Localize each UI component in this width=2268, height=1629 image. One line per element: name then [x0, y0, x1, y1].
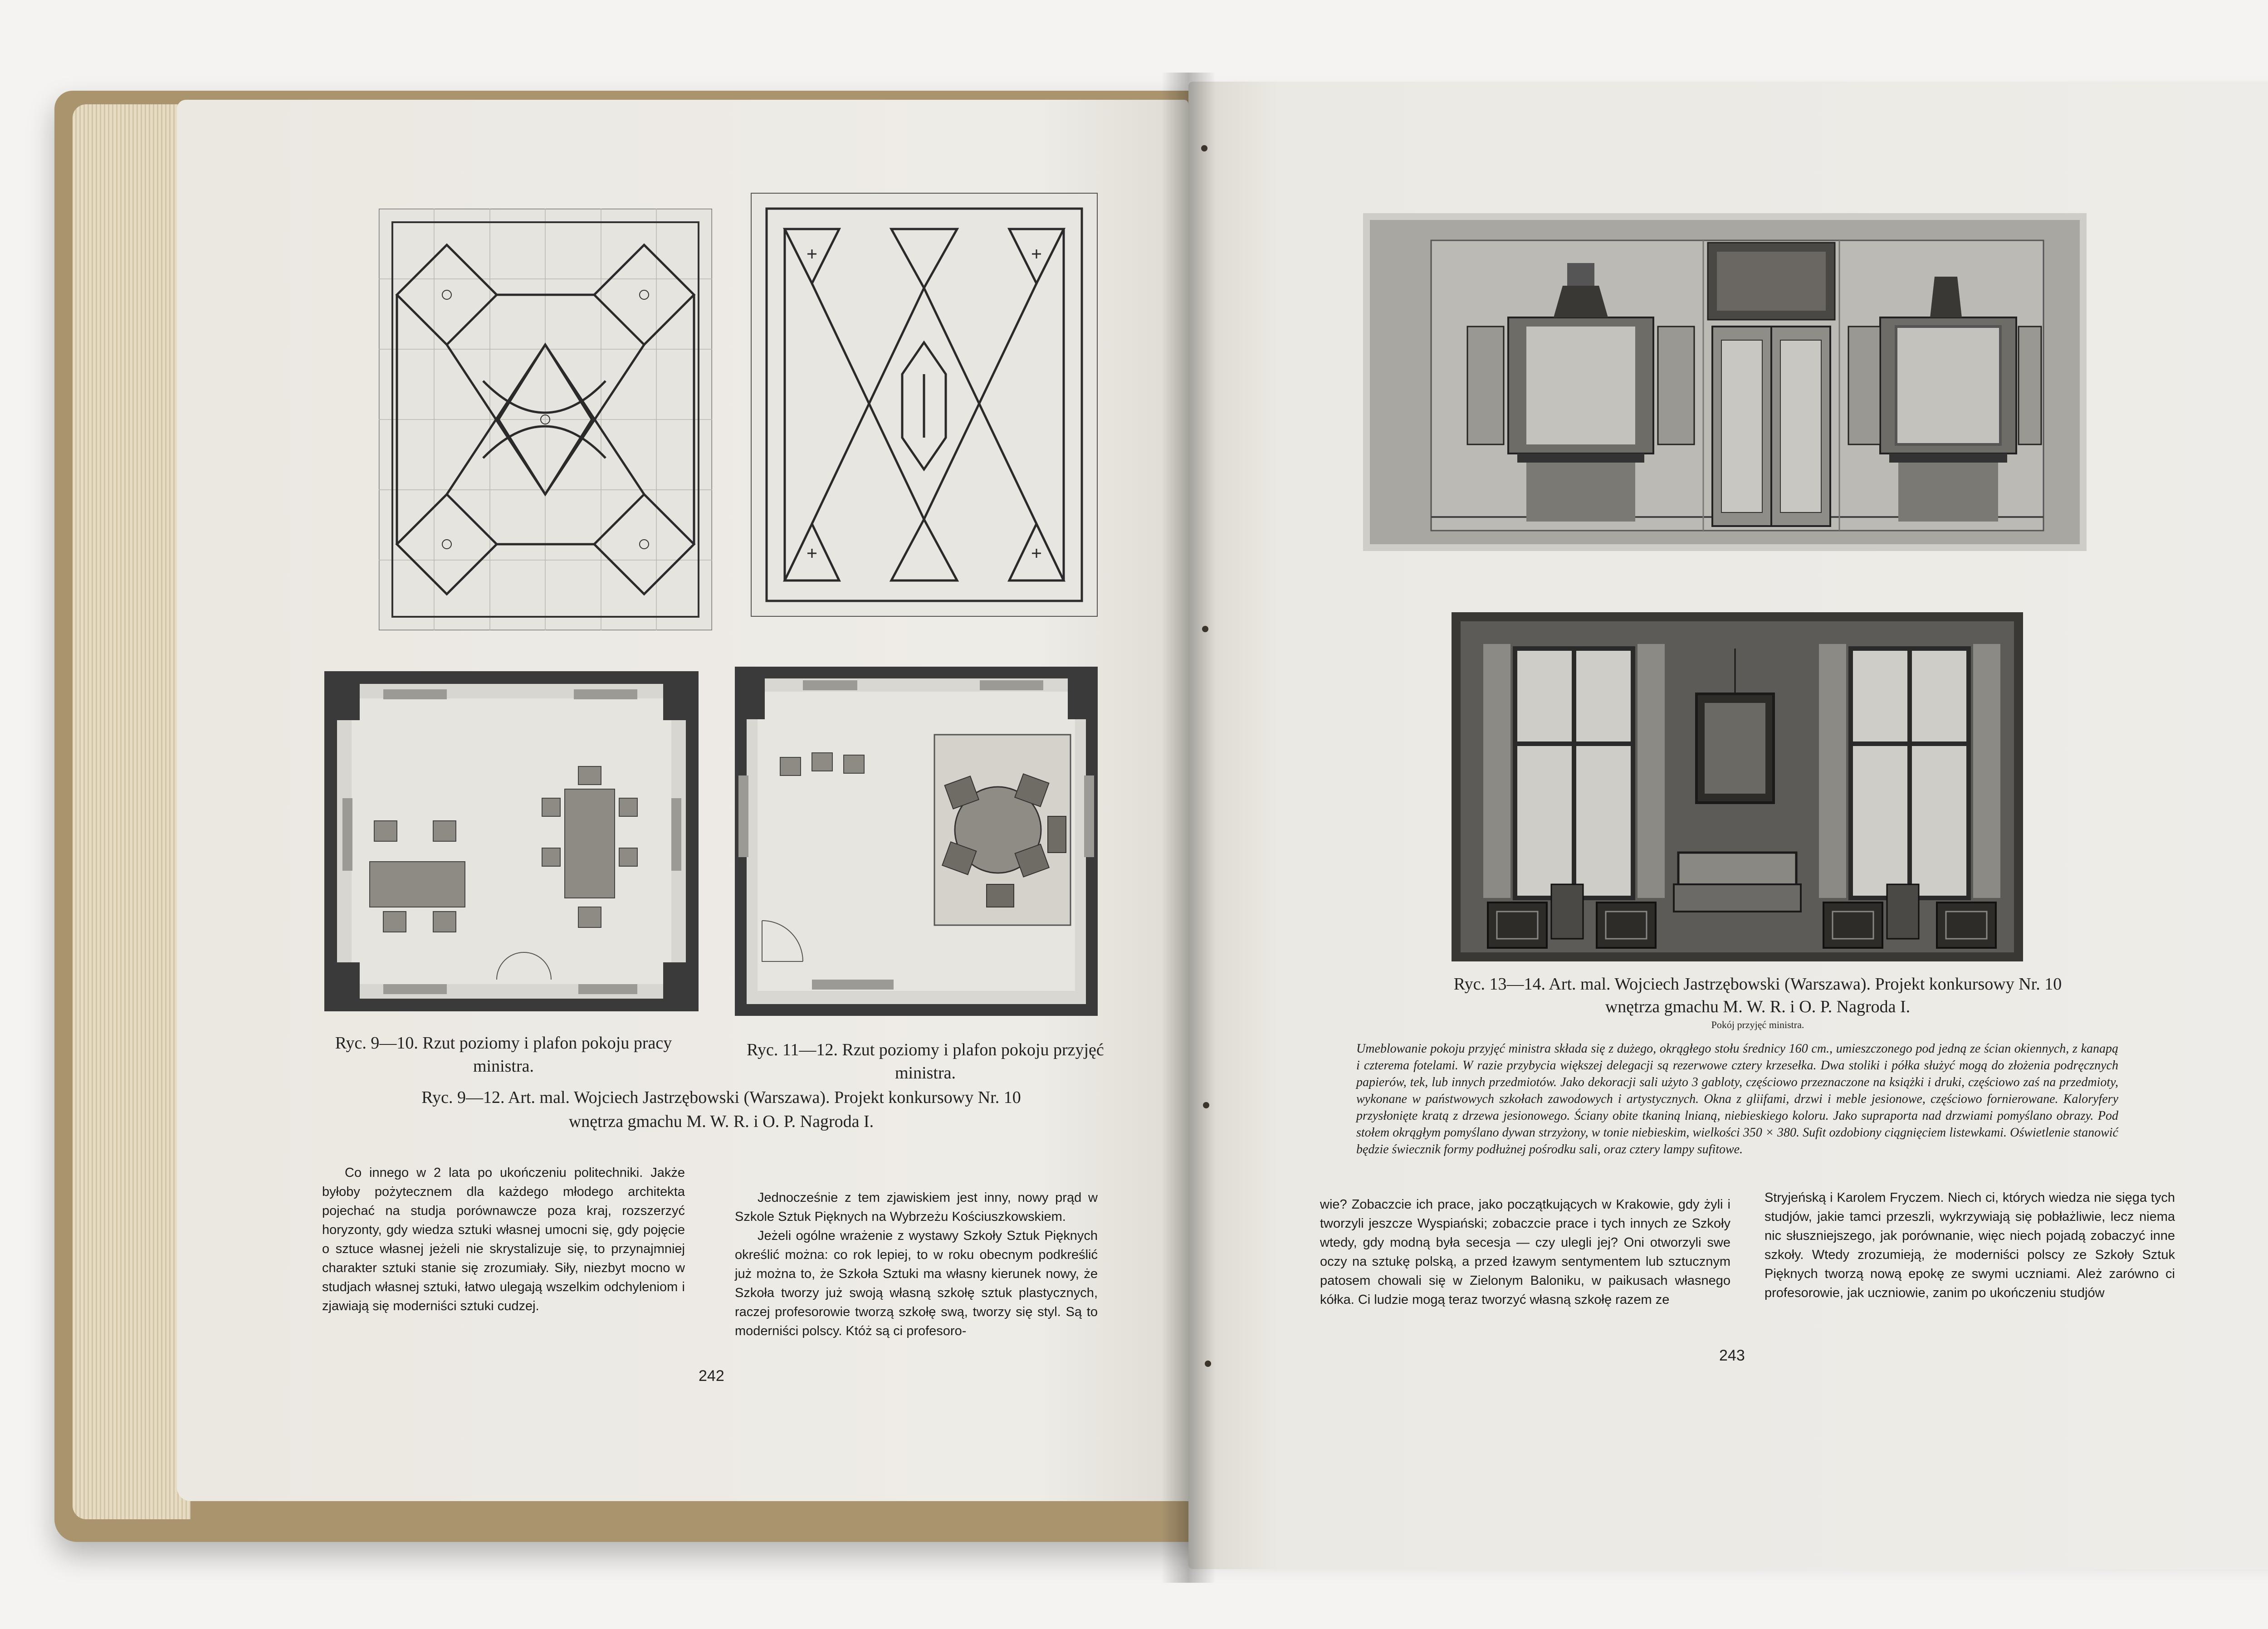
plate-ceiling-plan-2 [751, 193, 1098, 617]
left-col2-para-1: Jednocześnie z tem zjawiskiem jest inny, nowy prąd w Szkole Sztuk Pięknych na Wybrzeżu Kościuszkowskiem. [735, 1190, 1098, 1224]
right-page-column-1 [1320, 1195, 1730, 1309]
caption-credit-line-1: Ryc. 9—12. Art. mal. Wojciech Jastrzębowski (Warszawa). Projekt konkursowy Nr. 10 [421, 1088, 1021, 1107]
page-number-left: 242 [699, 1367, 724, 1385]
caption-credit-line-2: wnętrza gmachu M. W. R. i O. P. Nagroda I. [568, 1112, 874, 1131]
binding-stitch [1205, 1361, 1211, 1367]
right-page-column-2 [1765, 1188, 2175, 1302]
page-number-right: 243 [1719, 1347, 1745, 1364]
description-italic: Umeblowanie pokoju przyjęć ministra składa się z dużego, okrągłego stołu średnicy 160 cm., umieszczonego pod jedną ze ścian okiennych, z kanapą i czterema fotelami. W razie przybycia większej delegacji są rezerwowe cztery krzesełka. Dwa stoliki i półka służyć mogą do złożenia podręcznych papierów, tek, lub innych przedmiotów. Jako dekoracji sali użyto 3 gabloty, częściowo przeznaczone na książki i druki, częściowo zaś na przedmioty, wykonane w państwowych szkołach zawodowych i artystycznych. Okna z gliifami, drzwi i meble jesionowe, częściowo fornierowane. Kaloryfery przysłonięte kratą z drzewa jesionowego. Ściany obite tkaniną lnianą, niebieskiego koloru. Jako supraporta nad drzwiami pomyślano obrazy. Pod stołem okrągłym pomyślano dywan strzyżony, w tonie niebieskim, wielkości 350 × 380. Sufit ozdobiony ciągnięciem listewkami. Oświetlenie stanowić będzie świecznik formy podłużnej pośrodku sali, oraz cztery lampy sufitowe. [1356, 1042, 2118, 1156]
plate-wall-elevation-windows [1452, 612, 2023, 961]
left-page-column-2 [735, 1188, 1098, 1341]
plate-wall-elevation-cabinets [1363, 213, 2087, 551]
page-edges-left [73, 104, 191, 1519]
left-page-column-1 [322, 1163, 685, 1316]
right-col1-text: wie? Zobaczcie ich prace, jako początkujących w Krakowie, gdy żyli i tworzyli jeszcze Wyspiański; zobaczcie prace i tych innych ze Szkoły wtedy, gdy modną była secesja — czy ulegli jej? Oni otworzyli swe oczy na sztukę polską, a przed łzawym sentymentem lub sztucznym patosem chowali się w Zielonym Baloniku, w paikusach własnego kółka. Ci ludzie mogą teraz tworzyć własną szkołę razem ze [1320, 1197, 1730, 1307]
binding-stitch [1201, 145, 1207, 151]
left-page [177, 100, 1188, 1501]
plate-floor-plan-study [324, 671, 699, 1011]
left-col2-para-2: Jeżeli ogólne wrażenie z wystawy Szkoły Sztuk Pięknych określić można: co rok lepiej, to w roku obecnym podkreślić już można to, że Szkoła Sztuki ma własny kierunek nowy, że Szkoła tworzy już swoją własną szkołę sztuk plastycznych, raczej profesorowie tworzą szkołę swą, tworzy się styl. Są to moderniści polscy. Któż są ci profesoro- [735, 1229, 1098, 1339]
left-col1-text: Co innego w 2 lata po ukończeniu politechniki. Jakże byłoby pożytecznem dla każdego młodego architekta pojechać na studja porównawcze poza kraj, rozszerzyć horyzonty, gdy wiedza sztuki własnej umocni się, gdy pojęcie o sztuce własnej jeżeli nie skrystalizuje się, to przynajmniej charakter sztuki stanie się zrozumiały. Siły, niezbyt mocno w studjach własnej sztuki, łatwo ulegają wszelkim odchyleniom i zjawiają się moderniści sztuki cudzej. [322, 1166, 685, 1314]
right-col2-text: Stryjeńską i Karolem Fryczem. Niech ci, których wiedza nie sięga tych studjów, jakie tamci przeszli, wykrzywiają się pobłażliwie, lecz niema nic słuszniejszego, jak porównanie, więc niech pojadą zobaczyć inne szkoły. Wtedy zrozumieją, że moderniści polscy ze Szkoły Sztuk Pięknych tworzą nową epokę ze swymi uczniami. Ależ zarówno ci profesorowie, jak uczniowie, zanim po ukończeniu studjów [1765, 1190, 2175, 1301]
binding-stitch [1202, 626, 1208, 632]
right-page [1188, 82, 2268, 1569]
plate-ceiling-plan-1 [379, 209, 712, 630]
binding-stitch [1203, 1102, 1209, 1108]
book-gutter [1161, 73, 1216, 1583]
caption-fig-9-10: Ryc. 9—10. Rzut poziomy i plafon pokoju pracy ministra. [335, 1034, 672, 1076]
caption-fig-13-14-sub: Pokój przyjęć ministra. [1711, 1019, 1804, 1030]
plate-floor-plan-reception [735, 667, 1098, 1016]
caption-fig-11-12: Ryc. 11—12. Rzut poziomy i plafon pokoju przyjęć ministra. [747, 1040, 1104, 1083]
caption-fig-13-14-line-2: wnętrza gmachu M. W. R. i O. P. Nagroda I. [1605, 997, 1911, 1016]
caption-fig-13-14-line-1: Ryc. 13—14. Art. mal. Wojciech Jastrzębowski (Warszawa). Projekt konkursowy Nr. 10 [1453, 975, 2062, 994]
